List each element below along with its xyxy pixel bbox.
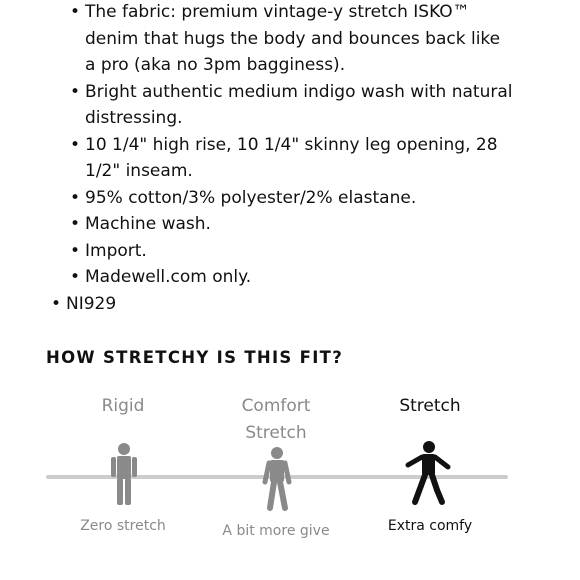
- standing-person-icon: [108, 442, 140, 506]
- fit-option-label: Stretch: [399, 396, 461, 416]
- dancing-person-icon: [404, 440, 452, 506]
- feature-item: • Bright authentic medium indigo wash with natural distressing.: [85, 79, 515, 132]
- feature-item: • 10 1/4" high rise, 10 1/4" skinny leg opening, 28 1/2" inseam.: [85, 132, 515, 185]
- feature-item: • Madewell.com only.: [85, 264, 515, 291]
- feature-item: • 95% cotton/3% polyester/2% elastane.: [85, 185, 515, 212]
- feature-list: [85, 0, 515, 291]
- fit-option-comfort-stretch-desc: [196, 523, 356, 539]
- fit-option-desc: Zero stretch: [80, 518, 166, 534]
- fit-option-rigid-desc: [43, 518, 203, 534]
- fit-option-label: Comfort Stretch: [241, 396, 311, 443]
- fit-option-stretch: [350, 393, 510, 420]
- feature-item: • The fabric: premium vintage-y stretch ISKO™ denim that hugs the body and bounces back like a pro (aka no 3pm bagginess).: [85, 0, 515, 79]
- fit-option-label: Rigid: [101, 396, 145, 416]
- feature-item: • Import.: [85, 238, 515, 265]
- walking-person-icon: [260, 446, 294, 512]
- fit-option-stretch-desc: [350, 518, 510, 534]
- feature-item: • Machine wash.: [85, 211, 515, 238]
- fit-option-rigid: [43, 393, 203, 420]
- fit-option-desc: Extra comfy: [387, 518, 473, 534]
- style-code: • NI929: [66, 291, 366, 318]
- style-code-list: [66, 291, 366, 318]
- fit-option-desc: A bit more give: [222, 523, 330, 539]
- fit-option-comfort-stretch: [196, 393, 356, 446]
- fit-heading: HOW STRETCHY IS THIS FIT?: [46, 348, 344, 367]
